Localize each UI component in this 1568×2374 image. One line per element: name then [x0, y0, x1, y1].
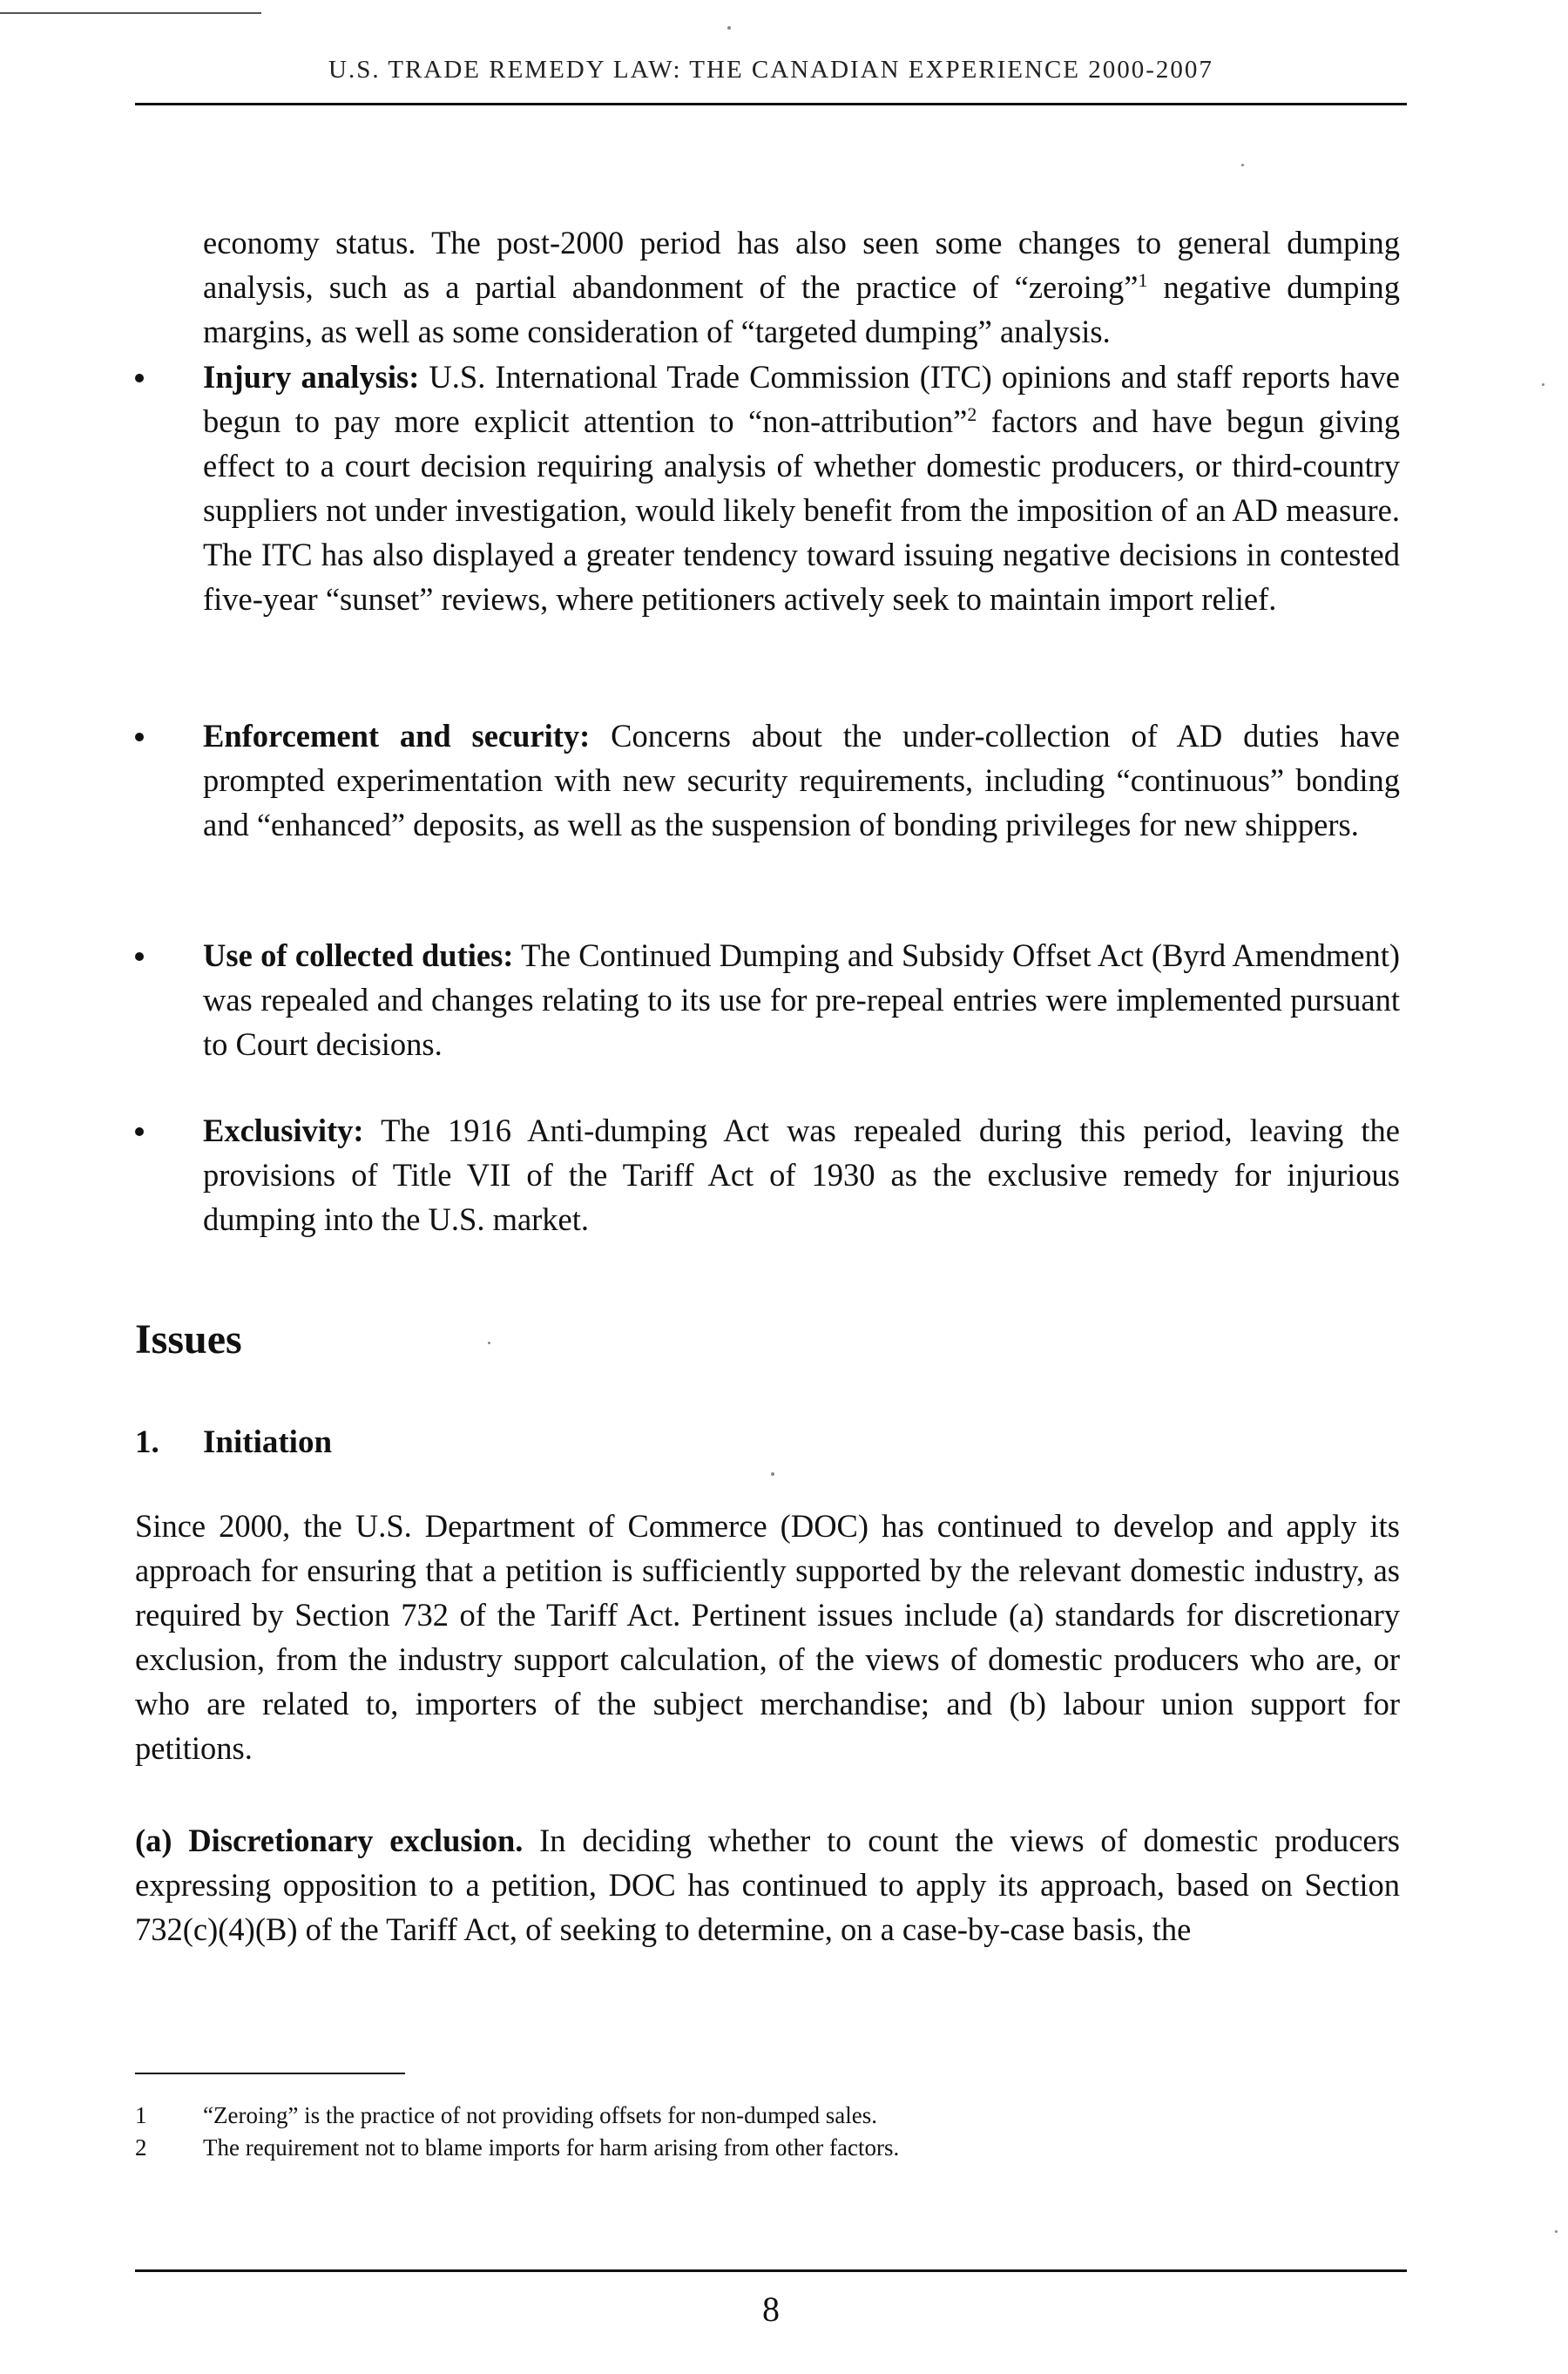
body-paragraph-1: Since 2000, the U.S. Department of Commerce (DOC) has continued to develop and apply its approach for ensuring that a petition is sufficiently supported by the relevant domestic industry, as required by Section 732 of the Tariff Act. Pertinent issues include (a) standards for discretionary exclusion, from the industry support calculation, of the views of domestic producers who are, or who are related to, importers of the subject merchandise; and (b) labour union support for petitions.: [135, 1508, 1400, 1766]
intro-paragraph: [203, 220, 1400, 354]
scan-speck: [1241, 164, 1244, 166]
bullet-dot-icon: [135, 374, 144, 382]
scan-speck: [727, 26, 731, 30]
footnote-ref-1: 1: [1138, 268, 1148, 291]
footnote-2: [135, 2132, 1400, 2163]
bullet-exclusivity: [203, 1108, 1400, 1241]
section-heading: Issues: [135, 1316, 242, 1363]
scan-speck: [488, 1342, 490, 1344]
bullet-term: Enforcement and security:: [203, 718, 591, 754]
paragraph-term: (a) Discretionary exclusion.: [135, 1823, 524, 1858]
bullet-text: Exclusivity: The 1916 Anti-dumping Act was repealed during this period, leaving the provisions of Title VII of the Tariff Act of 1930 as the exclusive remedy for injurious dumping into the U.S. market.: [203, 1113, 1400, 1237]
bullet-injury-analysis: [203, 355, 1400, 621]
bullet-use-of-collected-duties: [203, 933, 1400, 1066]
bullet-dot-icon: [135, 952, 144, 961]
page-number: 8: [762, 2289, 780, 2329]
subsection-number: 1.: [135, 1424, 159, 1460]
bullet-text: Injury analysis: U.S. International Trade Commission (ITC) opinions and staff reports have begun to pay more explicit attention to “non-attribution”$^2$ factors and have begun giving effect to a court decision requiring analysis of whether domestic producers, or third-country suppliers not under investigation, would likely benefit from the imposition of an AD measure. The ITC has also displayed a greater tendency toward issuing negative decisions in contested five-year “sunset” reviews, where petitioners actively seek to maintain import relief.: [203, 359, 1400, 617]
scan-speck: [771, 1472, 774, 1476]
bullet-dot-icon: [135, 1127, 144, 1136]
header-rule: [135, 103, 1407, 105]
scan-speck: [1555, 2230, 1558, 2233]
bullet-term: Exclusivity:: [203, 1113, 364, 1148]
bullet-term: Use of collected duties:: [203, 937, 514, 973]
scan-speck: [1542, 383, 1544, 386]
footnote-ref-2: 2: [967, 402, 977, 425]
bullet-term: Injury analysis:: [203, 359, 420, 395]
footnote-text: “Zeroing” is the practice of not providing offsets for non-dumped sales.: [203, 2102, 878, 2128]
footnote-rule: [135, 2073, 405, 2074]
footnote-1: [135, 2100, 1400, 2131]
subsection-heading: [135, 1424, 332, 1461]
footnote-text: The requirement not to blame imports for harm arising from other factors.: [203, 2134, 900, 2161]
intro-text-start: economy status. The post-2000 period has also seen some changes to general dumping analysis, such as a partial abandonment of the practice of “zeroing”: [203, 225, 1400, 305]
scan-edge-rule: [0, 12, 261, 14]
intro-text-end: negative dumping margins, as well as some consideration of “targeted dumping” analysis.: [203, 269, 1401, 349]
subsection-title: Initiation: [203, 1424, 333, 1460]
footnote-number: 2: [135, 2134, 147, 2161]
bullet-text: Enforcement and security: Concerns about the under-collection of AD duties have prompted experimentation with new security requirements, including “continuous” bonding and “enhanced” deposits, as well as the suspension of bonding privileges for new shippers.: [203, 718, 1400, 842]
footer-rule: [135, 2269, 1407, 2272]
body-paragraph-2: (a) Discretionary exclusion. In deciding whether to count the views of domestic producers expressing opposition to a petition, DOC has continued to apply its approach, based on Section 732(c)(4)(B) of the Tariff Act, of seeking to determine, on a case-by-case basis, the: [135, 1823, 1400, 1947]
running-header: U.S. TRADE REMEDY LAW: THE CANADIAN EXPERIENCE 2000-2007: [328, 56, 1213, 84]
footnote-number: 1: [135, 2102, 147, 2128]
bullet-text: Use of collected duties: The Continued Dumping and Subsidy Offset Act (Byrd Amendment) was repealed and changes relating to its use for pre-repeal entries were implemented pursuant to Court decisions.: [203, 937, 1400, 1062]
bullet-enforcement-security: [203, 714, 1400, 847]
bullet-dot-icon: [135, 733, 144, 741]
